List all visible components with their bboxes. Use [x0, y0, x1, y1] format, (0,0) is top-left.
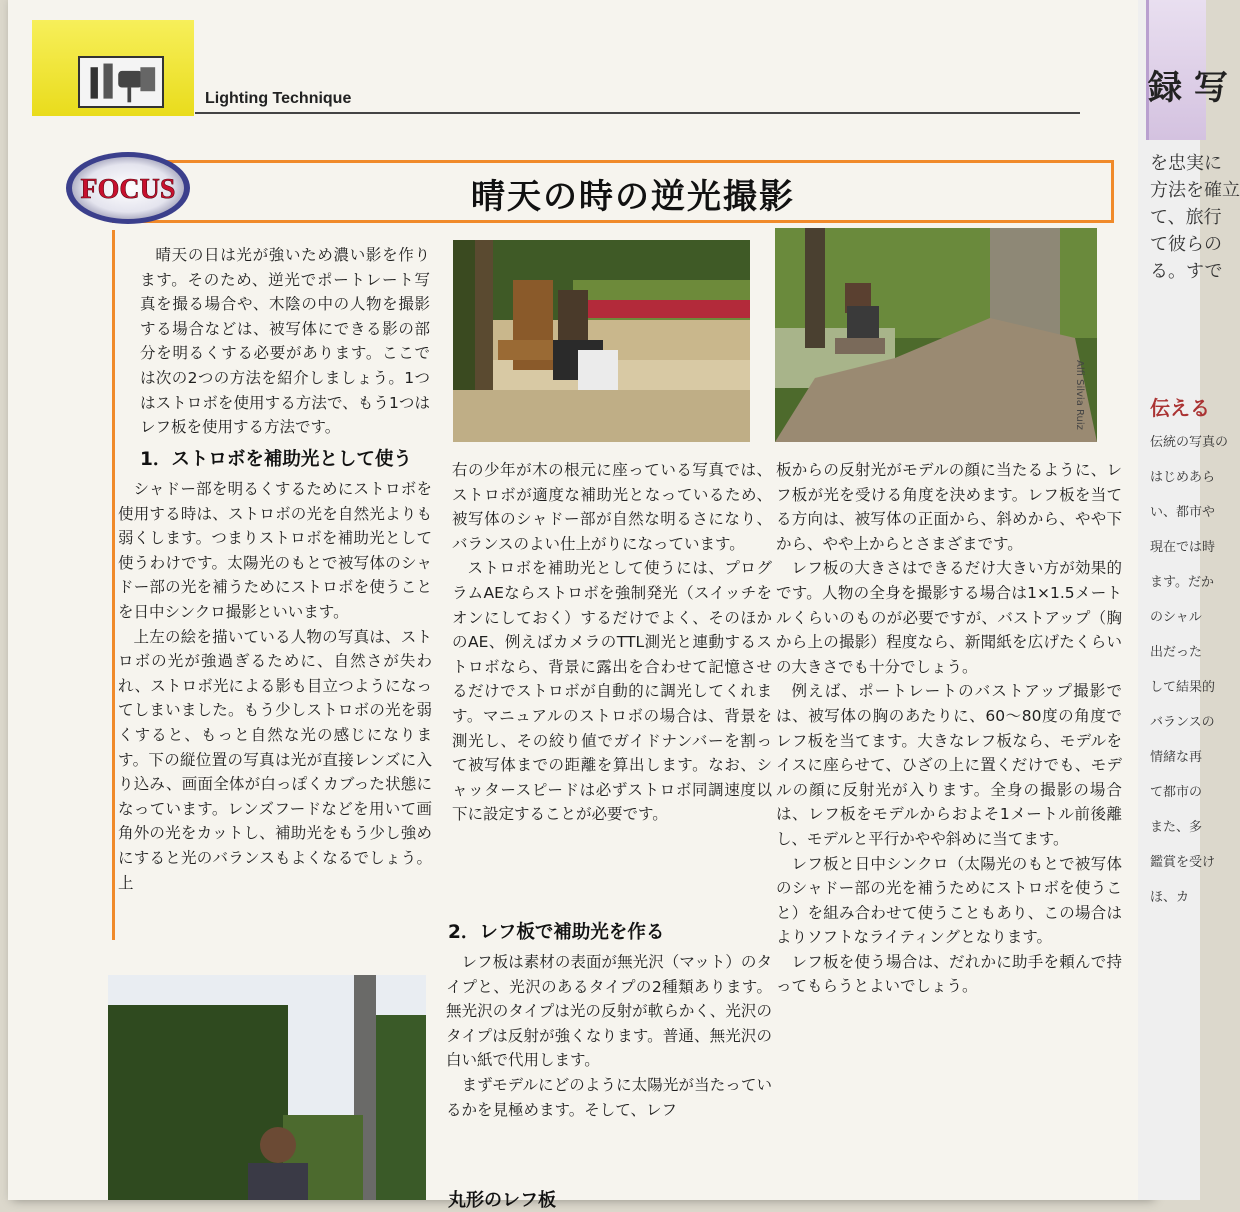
adjacent-line: を忠実に	[1150, 153, 1222, 174]
section1-column	[118, 477, 432, 932]
adjacent-line: 現在では時	[1150, 540, 1216, 555]
photo-credit: Alfi Silvia Ruiz	[1074, 360, 1085, 430]
adjacent-line: る。すで	[1150, 261, 1223, 282]
intro-text: 晴天の日は光が強いため濃い影を作ります。そのため、逆光でポートレート写真を撮る場合や、木陰の中の人物を撮影する場合などは、被写体にできる影の部分を明るくする必要があります。ここでは次の2つの方法を紹介しましょう。1つはストロボを使用する方法で、もう1つはレフ板を使用する方法です。	[140, 246, 430, 437]
intro-paragraph	[140, 243, 430, 437]
title-box	[152, 160, 1114, 220]
adjacent-line: バランスの	[1150, 715, 1215, 730]
adjacent-line: 出だった	[1150, 645, 1203, 660]
article-title: 晴天の時の逆光撮影	[471, 177, 795, 217]
section2-paragraph: レフ板を使う場合は、だれかに助手を頼んで持ってもらうとよいでしょう。	[776, 952, 1122, 996]
painter-photo	[453, 240, 750, 442]
round-reflector-heading: 丸形のレフ板	[448, 1190, 556, 1211]
section2-column-2	[776, 458, 1122, 1178]
adjacent-line: い、都市や	[1150, 505, 1216, 520]
focus-badge-text: FOCUS	[80, 174, 176, 205]
section2-paragraph: 例えば、ポートレートのバストアップ撮影では、被写体の胸のあたりに、60〜80度の角度でレフ板を当てます。大きなレフ板なら、モデルをイスに座らせて、ひざの上に置くだけでも、モデルの顔に反射光が入ります。全身の撮影の場合は、レフ板をモデルからおよそ1メートル前後離し、モデルと平行かやや斜めに当てます。	[776, 682, 1122, 848]
boy-under-tree-photo	[775, 228, 1097, 442]
section2-column	[446, 950, 772, 1180]
adjacent-line: ほ、カ	[1150, 890, 1190, 905]
section2-paragraph: レフ板と日中シンクロ（太陽光のもとで被写体のシャドー部の光を補うためにストロボを使うこと）を組み合わせて使うこともあり、この場合はよりソフトなライティングとなります。	[776, 854, 1122, 947]
section1-column-2	[452, 458, 772, 893]
section2-paragraph: 板からの反射光がモデルの顔に当たるように、レフ板が光を受ける角度を決めます。レフ板を当てる方向は、被写体の正面から、斜めから、やや下から、やや上からとさまざまです。	[776, 461, 1122, 553]
studio-light-icon	[78, 56, 164, 108]
adjacent-line: て、旅行	[1150, 207, 1222, 228]
focus-badge	[62, 148, 198, 228]
adjacent-text-2	[1150, 425, 1229, 915]
adjacent-subheading: 伝える	[1150, 396, 1210, 420]
adjacent-line: また、多	[1150, 820, 1203, 835]
adjacent-line: て彼らの	[1150, 234, 1222, 255]
section2-paragraph: まずモデルにどのように太陽光が当たっているかを見極めます。そして、レフ	[446, 1075, 772, 1119]
adjacent-line: のシャル	[1150, 610, 1202, 625]
section1-paragraph: シャドー部を明るくするためにストロボを使用する時は、ストロボの光を自然光よりも弱くします。つまりストロボを補助光として使うわけです。太陽光のもとで被写体のシャドー部の光を補うためにストロボを使うことを日中シンクロ撮影といいます。	[118, 480, 432, 621]
adjacent-title: 録 写	[1148, 68, 1228, 108]
boy-standing-photo	[108, 975, 426, 1200]
adjacent-page	[1138, 0, 1240, 1200]
header-rule	[195, 112, 1080, 114]
adjacent-line: 伝統の写真の	[1150, 435, 1229, 450]
section1-heading: 1．ストロボを補助光として使う	[140, 449, 412, 470]
section2-paragraph: レフ板は素材の表面が無光沢（マット）のタイプと、光沢のあるタイプの2種類あります。無光沢のタイプは光の反射が軟らかく、光沢のタイプは反射が強くなります。普通、無光沢の白い紙で代用します。	[446, 953, 772, 1070]
adjacent-line: て都市の	[1150, 785, 1203, 800]
section1-paragraph: 上左の絵を描いている人物の写真は、ストロボの光が強過ぎるために、自然さが失われ、ストロボ光による影も目立つようになってしまいました。もう少しストロボの光を弱くすると、もっと自然な光の感じになります。下の縦位置の写真は光が直接レンズに入り込み、画面全体が白っぽくカブった状態になっています。レンズフードなどを用いて画角外の光をカットし、補助光をもう少し強めにすると光のバランスもよくなるでしょう。上	[118, 627, 432, 892]
section-label: Lighting Technique	[205, 90, 352, 107]
adjacent-line: ます。だか	[1150, 575, 1214, 590]
section2-paragraph: レフ板の大きさはできるだけ大きい方が効果的です。人物の全身を撮影する場合は1×1.5メートルくらいのものが必要ですが、バストアップ（胸から上の撮影）程度なら、新聞紙を広げたくらいの大きさでも十分でしょう。	[776, 559, 1122, 676]
section1-paragraph: 右の少年が木の根元に座っている写真では、ストロボが適度な補助光となっているため、被写体のシャドー部が自然な明るさになり、バランスのよい仕上がりになっています。	[452, 461, 772, 553]
section2-heading: 2．レフ板で補助光を作る	[448, 922, 665, 943]
adjacent-text	[1150, 150, 1240, 285]
adjacent-line: 鑑賞を受け	[1150, 855, 1216, 870]
adjacent-line: して結果的	[1150, 680, 1216, 695]
adjacent-line: はじめあら	[1150, 470, 1216, 485]
adjacent-line: 方法を確立	[1150, 180, 1240, 201]
adjacent-line: 情緒な再	[1150, 750, 1203, 765]
section1-paragraph: ストロボを補助光として使うには、プログラムAEならストロボを強制発光（スイッチをオンにしておく）するだけでよく、そのほかのAE、例えばカメラのTTL測光と連動するストロボなら、背景に露出を合わせて記憶させるだけでストロボが自動的に調光してくれます。マニュアルのストロボの場合は、背景を測光し、その絞り値でガイドナンバーを割って被写体までの距離を算出します。なお、シャッタースピードは必ずストロボ同調速度以下に設定することが必要です。	[452, 559, 772, 824]
